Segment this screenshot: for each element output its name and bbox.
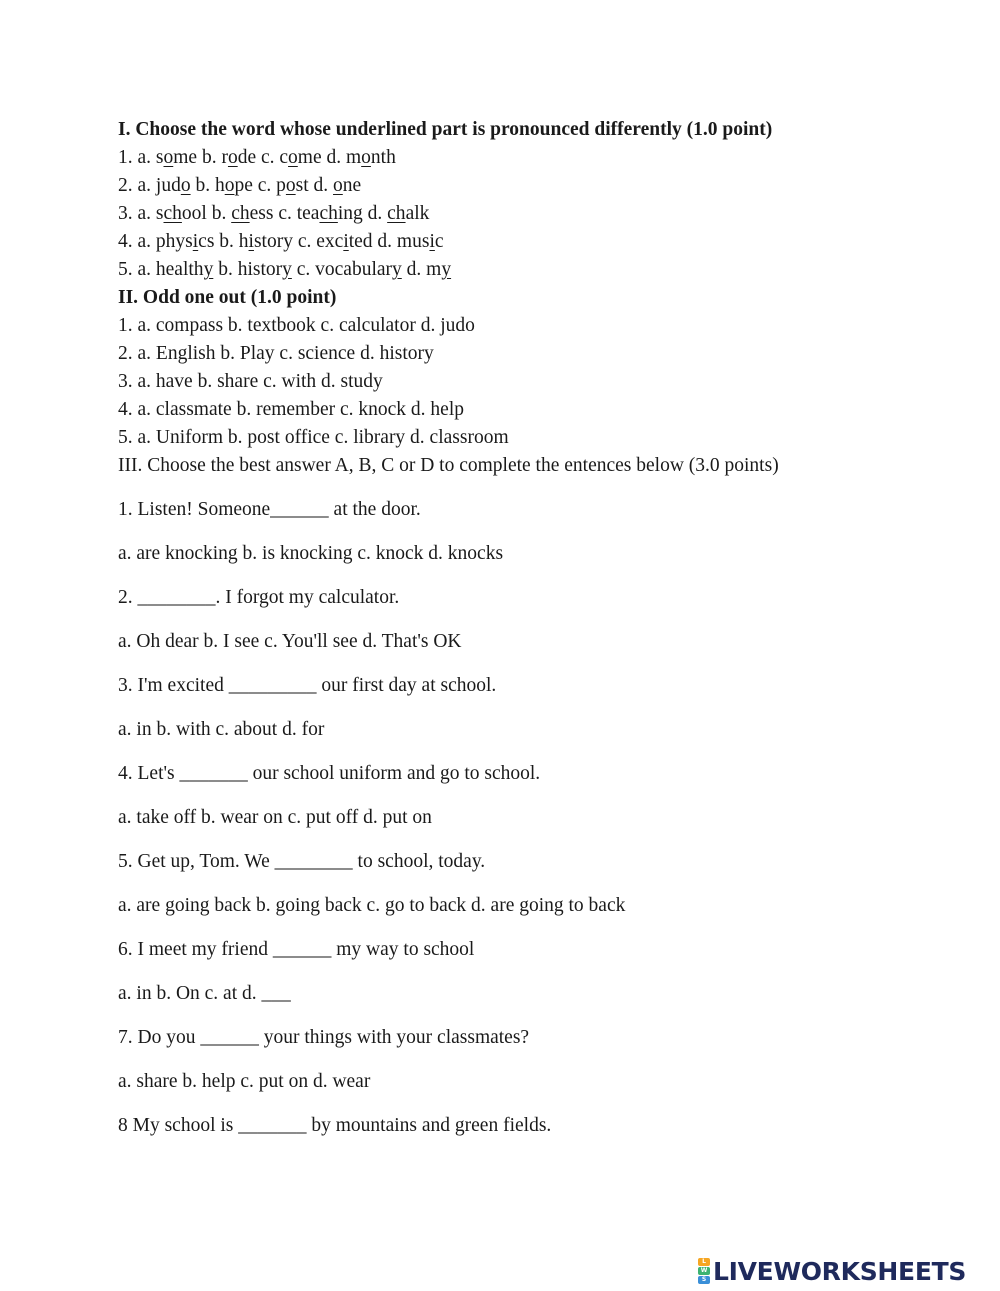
answer-options: a. are going back b. going back c. go to back d. are going to back — [118, 895, 626, 916]
pronunciation-item — [118, 256, 978, 284]
pronunciation-item — [118, 144, 978, 172]
underlined-part: y — [441, 259, 452, 280]
answer-options: a. take off b. wear on c. put off d. put on — [118, 807, 432, 828]
item-text: nth — [370, 147, 396, 168]
underlined-part: ch — [387, 203, 406, 224]
odd-one-out-item: 1. a. compass b. textbook c. calculator d. judo — [118, 315, 475, 336]
logo-mark-s: S — [698, 1276, 710, 1284]
question-line: 5. Get up, Tom. We ________ to school, today. — [118, 851, 486, 872]
logo-text: LIVEWORKSHEETS — [713, 1256, 967, 1286]
section2-title: II. Odd one out (1.0 point) — [118, 287, 337, 308]
item-text: me b. r — [173, 147, 228, 168]
answer-options: a. share b. help c. put on d. wear — [118, 1071, 371, 1092]
item-text: ted d. mus — [348, 231, 430, 252]
item-text: me d. m — [297, 147, 362, 168]
item-text: ool b. — [181, 203, 232, 224]
item-text: d. m — [401, 259, 442, 280]
item-text: b. h — [190, 175, 225, 196]
underlined-part: o — [288, 147, 298, 168]
logo-mark-w: W — [698, 1267, 710, 1275]
question-line: 1. Listen! Someone______ at the door. — [118, 499, 421, 520]
item-text: 3. a. s — [118, 203, 164, 224]
item-text: st d. — [295, 175, 334, 196]
underlined-part: y — [203, 259, 214, 280]
section1-title: I. Choose the word whose underlined part is pronounced differently (1.0 point) — [118, 119, 773, 140]
odd-one-out-item: 2. a. English b. Play c. science d. history — [118, 343, 434, 364]
answer-options: a. in b. with c. about d. for — [118, 719, 325, 740]
item-text: 1. a. s — [118, 147, 164, 168]
logo-icon — [698, 1258, 710, 1284]
item-text: pe c. p — [234, 175, 286, 196]
section3-title: III. Choose the best answer A, B, C or D to complete the entences below (3.0 points) — [118, 455, 779, 476]
answer-options: a. Oh dear b. I see c. You'll see d. That's OK — [118, 631, 462, 652]
item-text: c. vocabular — [291, 259, 393, 280]
section2-items — [118, 312, 978, 452]
underlined-part: ch — [163, 203, 182, 224]
question-line: 8 My school is _______ by mountains and green fields. — [118, 1115, 552, 1136]
underlined-part: o — [333, 175, 343, 196]
section3-questions — [118, 496, 978, 1156]
item-text: 2. a. jud — [118, 175, 181, 196]
item-text: alk — [405, 203, 430, 224]
logo-mark-l: L — [698, 1258, 710, 1266]
odd-one-out-item: 4. a. classmate b. remember c. knock d. help — [118, 399, 465, 420]
item-text: ess c. tea — [249, 203, 320, 224]
underlined-part: o — [285, 175, 296, 196]
underlined-part: o — [180, 175, 191, 196]
pronunciation-item — [118, 172, 978, 200]
item-text: c — [434, 231, 444, 252]
underlined-part: o — [224, 175, 235, 196]
answer-options: a. in b. On c. at d. ___ — [118, 983, 291, 1004]
underlined-part: o — [361, 147, 371, 168]
underlined-part: y — [282, 259, 292, 280]
pronunciation-item — [118, 228, 978, 256]
item-text: ne — [342, 175, 362, 196]
answer-options: a. are knocking b. is knocking c. knock d. knocks — [118, 543, 504, 564]
underlined-part: ch — [319, 203, 338, 224]
item-text: 5. a. health — [118, 259, 204, 280]
question-line: 4. Let's _______ our school uniform and go to school. — [118, 763, 541, 784]
item-text: de c. c — [237, 147, 289, 168]
odd-one-out-item: 3. a. have b. share c. with d. study — [118, 371, 383, 392]
odd-one-out-item: 5. a. Uniform b. post office c. library d. classroom — [118, 427, 509, 448]
underlined-part: o — [227, 147, 238, 168]
underlined-part: i — [192, 231, 199, 252]
question-line: 7. Do you ______ your things with your classmates? — [118, 1027, 530, 1048]
item-text: 4. a. phys — [118, 231, 193, 252]
worksheet — [118, 116, 978, 1156]
liveworksheets-logo — [698, 1256, 966, 1286]
section1-items — [118, 144, 978, 284]
question-line: 6. I meet my friend ______ my way to school — [118, 939, 475, 960]
underlined-part: ch — [231, 203, 250, 224]
item-text: story c. exc — [253, 231, 344, 252]
underlined-part: i — [248, 231, 254, 252]
item-text: ing d. — [337, 203, 388, 224]
item-text: cs b. h — [198, 231, 249, 252]
underlined-part: i — [343, 231, 349, 252]
pronunciation-item — [118, 200, 978, 228]
item-text: b. histor — [213, 259, 283, 280]
underlined-part: y — [392, 259, 402, 280]
underlined-part: i — [429, 231, 435, 252]
underlined-part: o — [163, 147, 174, 168]
question-line: 2. ________. I forgot my calculator. — [118, 587, 400, 608]
question-line: 3. I'm excited _________ our first day at school. — [118, 675, 497, 696]
